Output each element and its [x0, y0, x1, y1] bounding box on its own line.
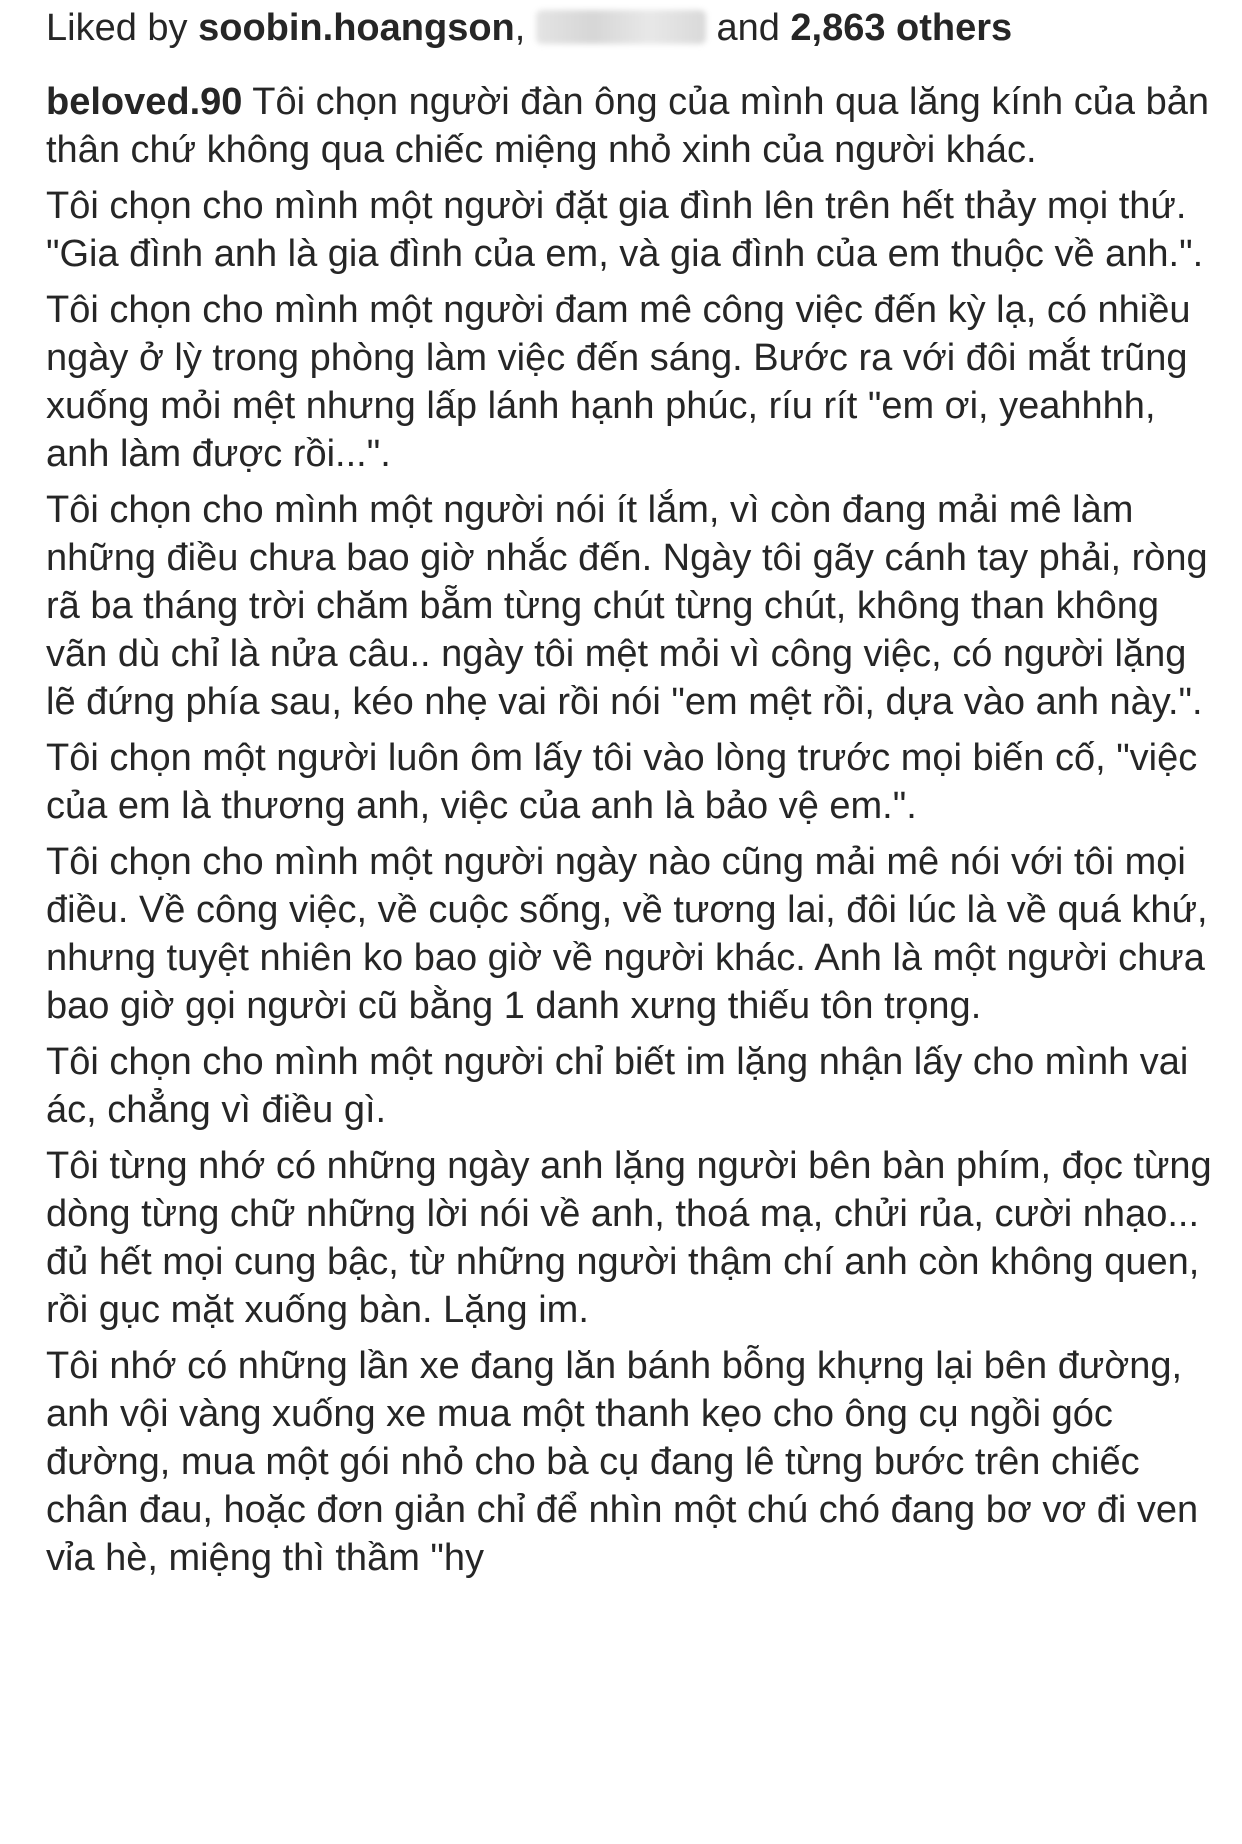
- caption-paragraph: Tôi chọn cho mình một người đặt gia đình lên trên hết thảy mọi thứ. "Gia đình anh là gia đình của em, và gia đình của em thuộc về anh.".: [46, 185, 1204, 275]
- caption-text: Tôi chọn người đàn ông của mình qua lăng kính của bản thân chứ không qua chiếc miệng nhỏ xinh của người khác.: [46, 81, 1209, 171]
- caption-paragraph: Tôi từng nhớ có những ngày anh lặng người bên bàn phím, đọc từng dòng từng chữ những lời nói về anh, thoá mạ, chửi rủa, cười nhạo... đủ hết mọi cung bậc, từ những người thậm chí anh còn không quen, rồi gục mặt xuống bàn. Lặng im.: [46, 1145, 1212, 1331]
- redacted-username: [536, 10, 706, 44]
- caption-username-link[interactable]: beloved.90: [46, 81, 243, 123]
- likes-separator: ,: [514, 7, 526, 49]
- caption-paragraph: Tôi nhớ có những lần xe đang lăn bánh bỗng khựng lại bên đường, anh vội vàng xuống xe mua một thanh kẹo cho ông cụ ngồi góc đường, mua một gói nhỏ cho bà cụ đang lê từng bước trên chiếc chân đau, hoặc đơn giản chỉ để nhìn một chú chó đang bơ vơ đi ven vỉa hè, miệng thì thầm "hy: [46, 1345, 1199, 1579]
- likes-count-link[interactable]: 2,863 others: [790, 7, 1013, 49]
- caption: [46, 78, 1216, 1582]
- likes-prefix: Liked by: [46, 7, 188, 49]
- likes-connector: and: [716, 7, 780, 49]
- likes-summary[interactable]: [46, 4, 1216, 52]
- caption-paragraph: Tôi chọn cho mình một người đam mê công việc đến kỳ lạ, có nhiều ngày ở lỳ trong phòng làm việc đến sáng. Bước ra với đôi mắt trũng xuống mỏi mệt nhưng lấp lánh hạnh phúc, ríu rít "em ơi, yeahhhh, anh làm được rồi...".: [46, 289, 1191, 475]
- caption-paragraph: [46, 78, 1216, 174]
- liked-by-user-link[interactable]: soobin.hoangson: [198, 7, 515, 49]
- caption-paragraph: Tôi chọn cho mình một người ngày nào cũng mải mê nói với tôi mọi điều. Về công việc, về cuộc sống, về tương lai, đôi lúc là về quá khứ, nhưng tuyệt nhiên ko bao giờ về người khác. Anh là một người chưa bao giờ gọi người cũ bằng 1 danh xưng thiếu tôn trọng.: [46, 841, 1208, 1027]
- caption-paragraph: Tôi chọn cho mình một người chỉ biết im lặng nhận lấy cho mình vai ác, chẳng vì điều gì.: [46, 1041, 1189, 1131]
- caption-paragraph: Tôi chọn cho mình một người nói ít lắm, vì còn đang mải mê làm những điều chưa bao giờ nhắc đến. Ngày tôi gãy cánh tay phải, ròng rã ba tháng trời chăm bẵm từng chút từng chút, không than không vãn dù chỉ là nửa câu.. ngày tôi mệt mỏi vì công việc, có người lặng lẽ đứng phía sau, kéo nhẹ vai rồi nói "em mệt rồi, dựa vào anh này.".: [46, 489, 1208, 723]
- caption-paragraph: Tôi chọn một người luôn ôm lấy tôi vào lòng trước mọi biến cố, "việc của em là thương anh, việc của anh là bảo vệ em.".: [46, 737, 1198, 827]
- post-caption-area: [46, 0, 1216, 1590]
